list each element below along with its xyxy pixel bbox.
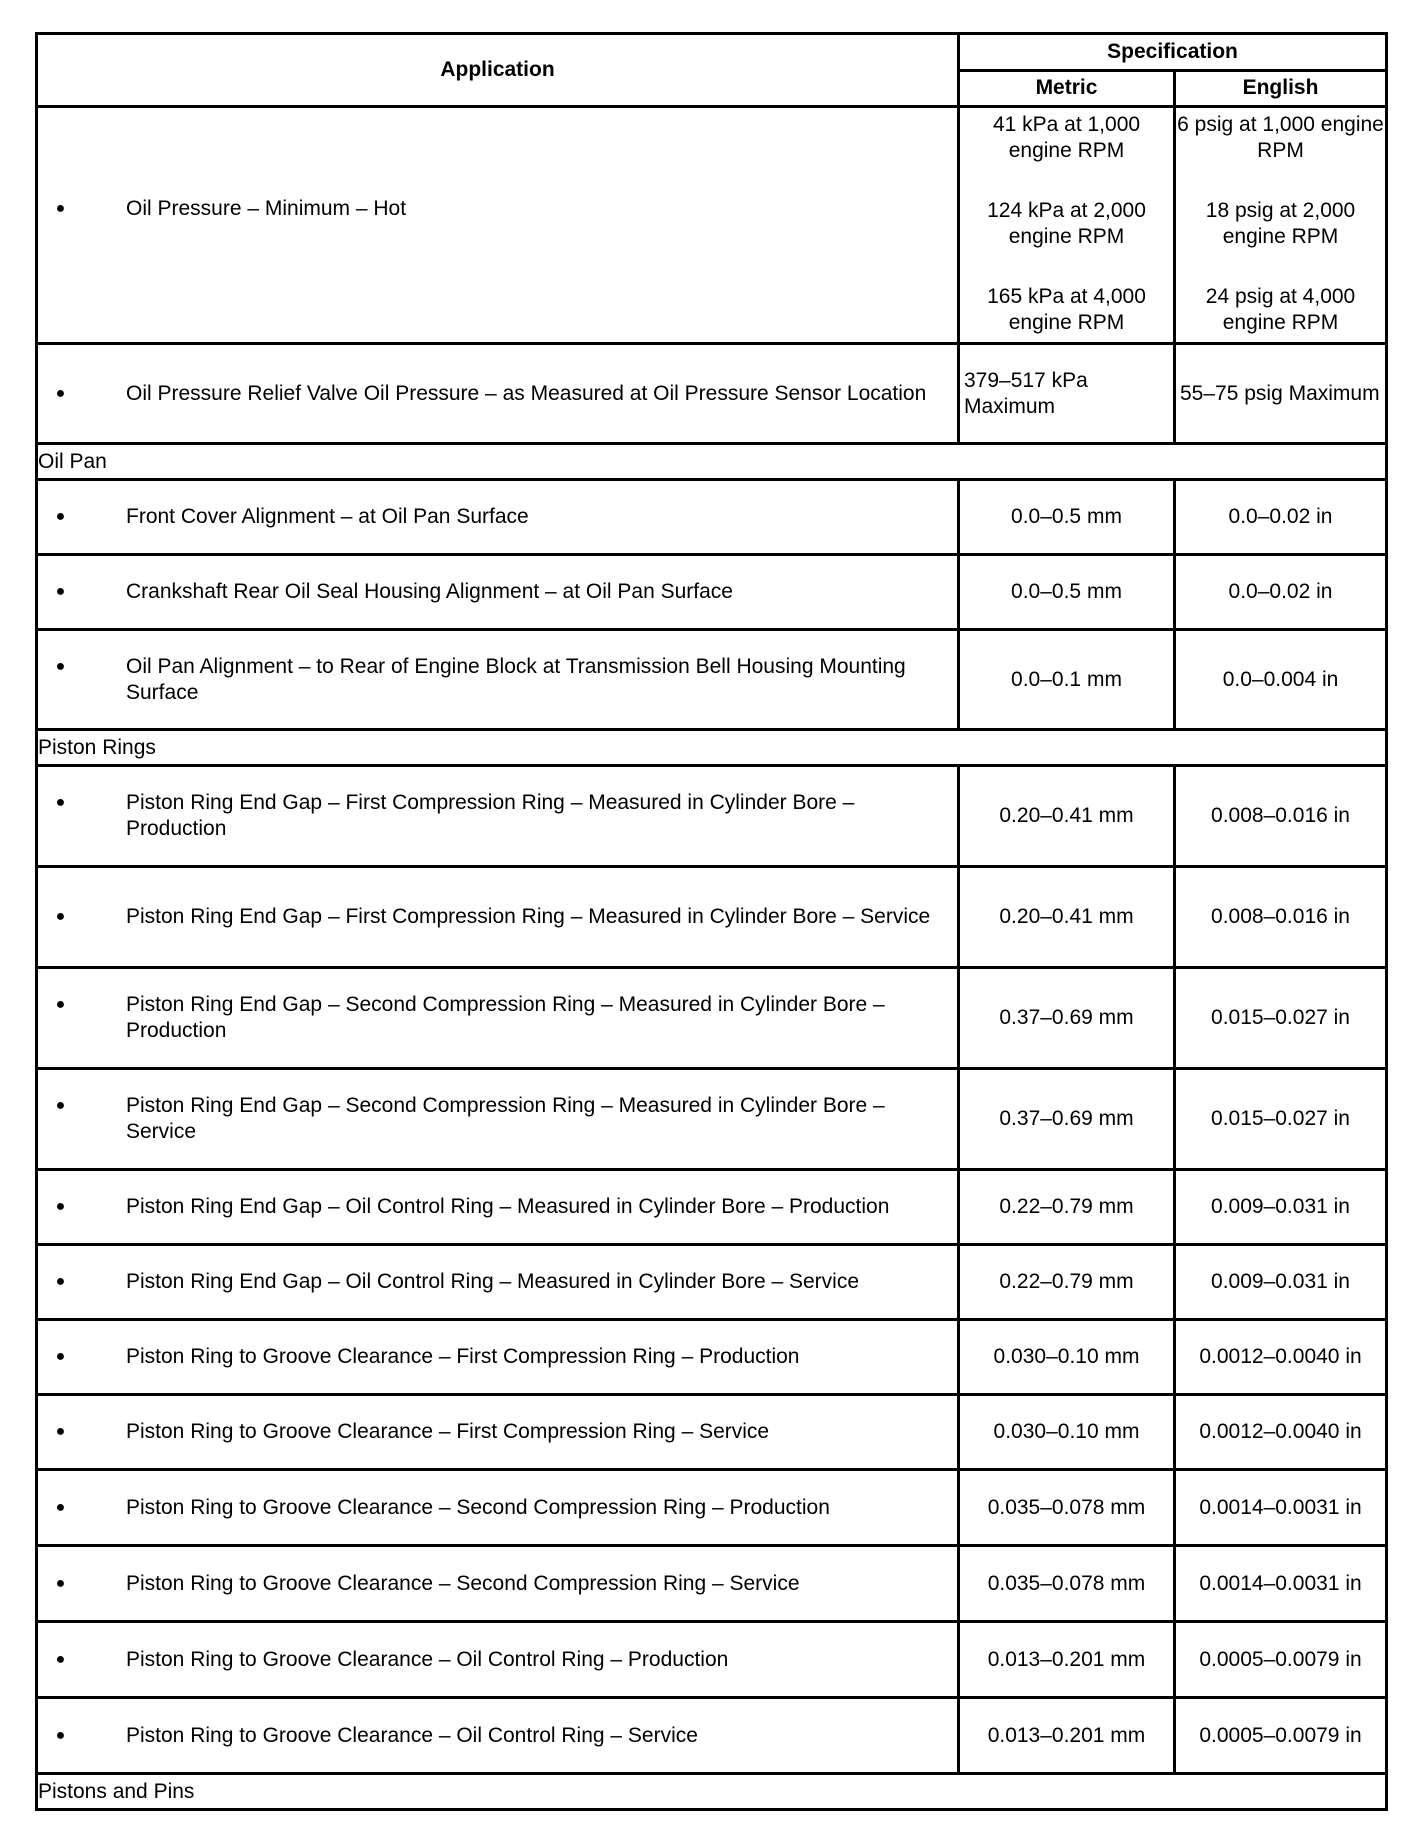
- metric-value-2000: 124 kPa at 2,000 engine RPM: [987, 199, 1146, 248]
- bullet-icon: ●: [55, 996, 66, 1013]
- metric-value-4000: 165 kPa at 4,000 engine RPM: [987, 285, 1146, 334]
- bullet-icon: ●: [55, 1650, 66, 1668]
- table-row: [37, 1245, 1387, 1320]
- metric-cell: 0.0–0.5 mm: [959, 555, 1175, 630]
- english-cell: 0.0–0.02 in: [1175, 480, 1387, 555]
- application-label: Piston Ring End Gap – First Compression Ring – Measured in Cylinder Bore – Service: [126, 905, 931, 928]
- metric-cell: [959, 107, 1175, 344]
- application-label: Piston Ring End Gap – Oil Control Ring – Measured in Cylinder Bore – Service: [126, 1270, 860, 1293]
- table-row: [37, 630, 1387, 730]
- metric-cell: 0.035–0.078 mm: [959, 1546, 1175, 1622]
- metric-cell: 0.37–0.69 mm: [959, 968, 1175, 1069]
- metric-cell: 0.0–0.5 mm: [959, 480, 1175, 555]
- application-label: Oil Pan Alignment – to Rear of Engine Block at Transmission Bell Housing Mounting Surface: [126, 654, 906, 704]
- application-cell: [37, 1470, 959, 1546]
- table-row: [37, 1069, 1387, 1170]
- table-row: [37, 867, 1387, 968]
- english-cell: [1175, 107, 1387, 344]
- application-header: Application: [37, 34, 959, 107]
- metric-cell: 379–517 kPa Maximum: [959, 344, 1175, 444]
- bullet-icon: ●: [55, 583, 66, 600]
- metric-cell: 0.37–0.69 mm: [959, 1069, 1175, 1170]
- application-label: Piston Ring to Groove Clearance – Second Compression Ring – Service: [126, 1571, 800, 1595]
- english-cell: 0.015–0.027 in: [1175, 1069, 1387, 1170]
- english-cell: 0.0012–0.0040 in: [1175, 1320, 1387, 1395]
- bullet-icon: ●: [55, 908, 66, 925]
- english-cell: 0.0005–0.0079 in: [1175, 1622, 1387, 1698]
- metric-header: Metric: [959, 70, 1175, 107]
- application-label: Oil Pressure Relief Valve Oil Pressure – as Measured at Oil Pressure Sensor Location: [126, 381, 927, 405]
- application-cell: [37, 1320, 959, 1395]
- metric-cell: 0.013–0.201 mm: [959, 1622, 1175, 1698]
- english-value-1000: 6 psig at 1,000 engine RPM: [1177, 113, 1384, 162]
- table-row: [37, 1395, 1387, 1470]
- application-cell: [37, 1245, 959, 1320]
- application-cell: [37, 1170, 959, 1245]
- english-header: English: [1175, 70, 1387, 107]
- bullet-icon: ●: [55, 1498, 66, 1516]
- english-cell: 0.0–0.02 in: [1175, 555, 1387, 630]
- application-cell: [37, 480, 959, 555]
- table-row: [37, 1698, 1387, 1774]
- bullet-icon: ●: [55, 1273, 66, 1290]
- table-row: [37, 1622, 1387, 1698]
- table-row: [37, 1470, 1387, 1546]
- table-row: [37, 968, 1387, 1069]
- english-cell: 0.008–0.016 in: [1175, 867, 1387, 968]
- bullet-icon: ●: [55, 1348, 66, 1365]
- english-cell: 0.015–0.027 in: [1175, 968, 1387, 1069]
- application-label: Piston Ring End Gap – First Compression Ring – Measured in Cylinder Bore – Production: [126, 791, 855, 840]
- application-cell: [37, 867, 959, 968]
- table-row: [37, 480, 1387, 555]
- application-cell: [37, 344, 959, 444]
- english-cell: 0.0014–0.0031 in: [1175, 1546, 1387, 1622]
- application-cell: [37, 1546, 959, 1622]
- english-cell: 0.009–0.031 in: [1175, 1170, 1387, 1245]
- application-label: Piston Ring End Gap – Oil Control Ring – Measured in Cylinder Bore – Production: [126, 1195, 890, 1218]
- english-cell: 0.0005–0.0079 in: [1175, 1698, 1387, 1774]
- table-row: [37, 1546, 1387, 1622]
- section-title-pistons-and-pins: Pistons and Pins: [37, 1774, 1387, 1810]
- specification-table: [35, 32, 1388, 1811]
- bullet-icon: ●: [55, 384, 66, 402]
- english-cell: 0.0–0.004 in: [1175, 630, 1387, 730]
- table-row-relief-valve: [37, 344, 1387, 444]
- metric-cell: 0.22–0.79 mm: [959, 1170, 1175, 1245]
- bullet-icon: ●: [55, 1726, 66, 1744]
- english-cell: 0.0012–0.0040 in: [1175, 1395, 1387, 1470]
- application-label: Piston Ring End Gap – Second Compression Ring – Measured in Cylinder Bore – Service: [126, 1094, 885, 1143]
- application-label: Piston Ring to Groove Clearance – Oil Control Ring – Service: [126, 1723, 698, 1747]
- table-row: [37, 1170, 1387, 1245]
- application-cell: [37, 555, 959, 630]
- english-cell: 0.009–0.031 in: [1175, 1245, 1387, 1320]
- application-cell: [37, 766, 959, 867]
- application-cell: [37, 107, 959, 344]
- application-cell: [37, 630, 959, 730]
- application-cell: [37, 968, 959, 1069]
- bullet-icon: ●: [55, 508, 66, 525]
- metric-cell: 0.030–0.10 mm: [959, 1395, 1175, 1470]
- metric-cell: 0.013–0.201 mm: [959, 1698, 1175, 1774]
- application-label: Piston Ring to Groove Clearance – First Compression Ring – Production: [126, 1345, 800, 1368]
- application-label: Piston Ring to Groove Clearance – Second Compression Ring – Production: [126, 1495, 830, 1519]
- metric-cell: 0.22–0.79 mm: [959, 1245, 1175, 1320]
- application-cell: [37, 1698, 959, 1774]
- application-label: Piston Ring to Groove Clearance – Oil Control Ring – Production: [126, 1647, 729, 1671]
- english-cell: 0.0014–0.0031 in: [1175, 1470, 1387, 1546]
- section-title-piston-rings: Piston Rings: [37, 730, 1387, 766]
- metric-cell: 0.030–0.10 mm: [959, 1320, 1175, 1395]
- metric-cell: 0.20–0.41 mm: [959, 867, 1175, 968]
- english-cell: 55–75 psig Maximum: [1175, 344, 1387, 444]
- bullet-icon: ●: [55, 1198, 66, 1215]
- application-cell: [37, 1622, 959, 1698]
- bullet-icon: ●: [55, 794, 66, 811]
- application-label: Front Cover Alignment – at Oil Pan Surface: [126, 505, 529, 528]
- table-row-oil-pressure: [37, 107, 1387, 344]
- table-row: [37, 1320, 1387, 1395]
- bullet-icon: ●: [55, 1574, 66, 1592]
- bullet-icon: ●: [55, 657, 66, 675]
- bullet-icon: ●: [55, 1423, 66, 1440]
- table-row: [37, 766, 1387, 867]
- metric-cell: 0.20–0.41 mm: [959, 766, 1175, 867]
- metric-value-1000: 41 kPa at 1,000 engine RPM: [992, 113, 1141, 162]
- specification-header: Specification: [959, 34, 1387, 71]
- application-label: Crankshaft Rear Oil Seal Housing Alignment – at Oil Pan Surface: [126, 580, 733, 603]
- section-title-oil-pan: Oil Pan: [37, 444, 1387, 480]
- application-label: Piston Ring to Groove Clearance – First Compression Ring – Service: [126, 1420, 770, 1443]
- english-value-2000: 18 psig at 2,000 engine RPM: [1205, 199, 1356, 248]
- english-value-4000: 24 psig at 4,000 engine RPM: [1205, 285, 1356, 334]
- english-cell: 0.008–0.016 in: [1175, 766, 1387, 867]
- application-cell: [37, 1395, 959, 1470]
- metric-cell: 0.035–0.078 mm: [959, 1470, 1175, 1546]
- application-cell: [37, 1069, 959, 1170]
- application-label: Oil Pressure – Minimum – Hot: [126, 197, 407, 220]
- bullet-icon: ●: [55, 1097, 66, 1114]
- metric-cell: 0.0–0.1 mm: [959, 630, 1175, 730]
- table-row: [37, 555, 1387, 630]
- bullet-icon: ●: [55, 200, 66, 217]
- application-label: Piston Ring End Gap – Second Compression Ring – Measured in Cylinder Bore – Production: [126, 993, 885, 1042]
